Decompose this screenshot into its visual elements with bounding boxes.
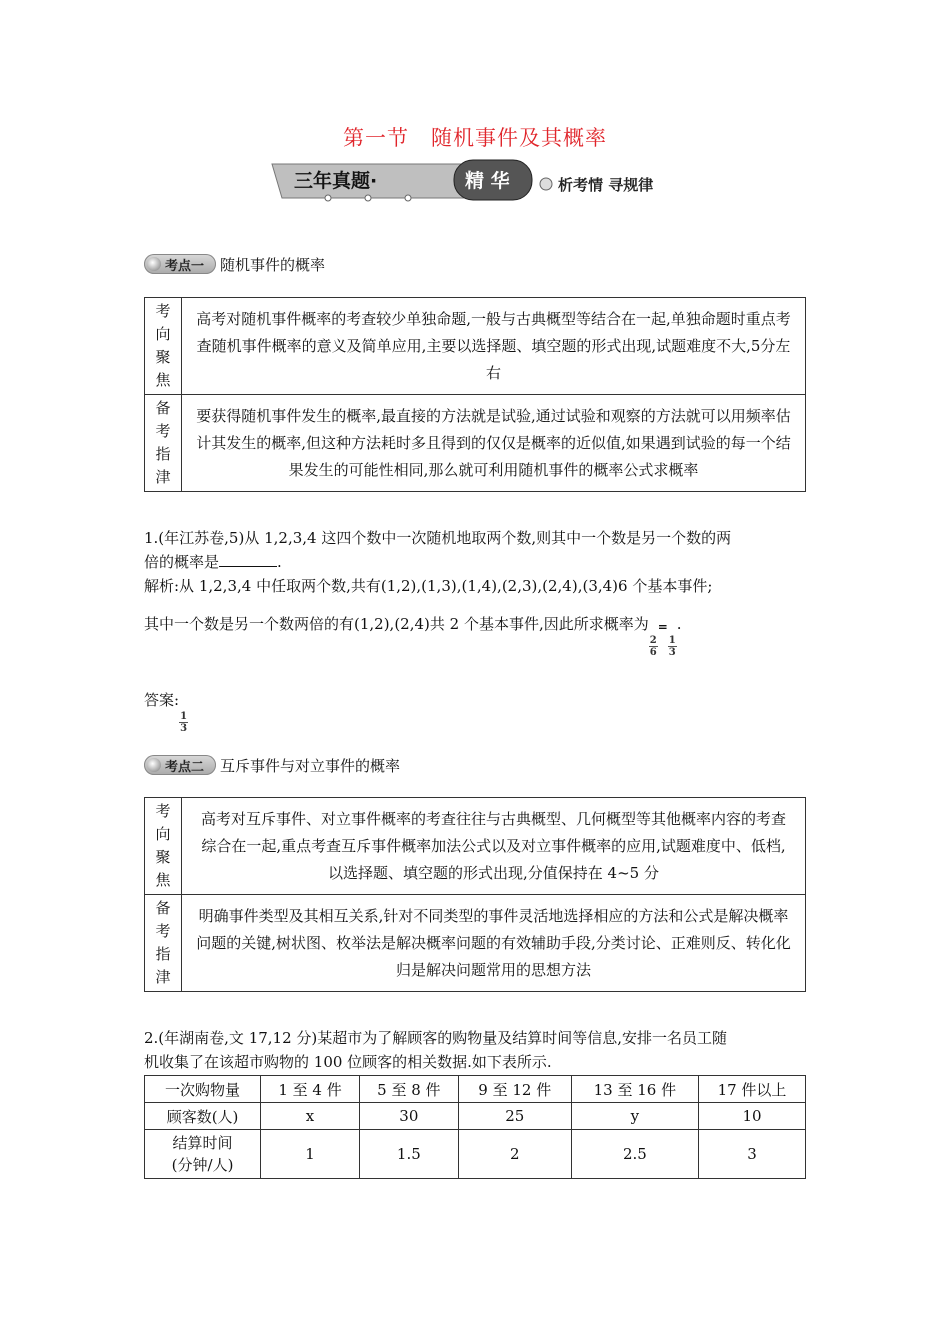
- section2-info-table: [144, 797, 806, 992]
- question-1: [144, 526, 806, 598]
- kaodian-tag: 考点二: [144, 755, 216, 775]
- guide-header: 备 考 指 津: [145, 395, 182, 492]
- section1-info-table: [144, 297, 806, 492]
- answer-blank: [219, 566, 277, 567]
- banner-main: 三年真题·: [294, 170, 378, 192]
- q2-line1: 2.(年湖南卷,文 17,12 分)某超市为了解顾客的购物量及结算时间等信息,安排一名员工随: [144, 1029, 728, 1047]
- guide-text: 要获得随机事件发生的概率,最直接的方法就是试验,通过试验和观察的方法就可以用频率估计其发生的概率,但这种方法耗时多且得到的仅仅是概率的近似值,如果遇到试验的每一个结果发生的可能性相同,那么就可利用随机事件的概率公式求概率: [182, 395, 806, 492]
- q2-line2: 机收集了在该超市购物的 100 位顾客的相关数据.如下表所示.: [144, 1053, 552, 1071]
- focus-text: 高考对互斥事件、对立事件概率的考查往往与古典概型、几何概型等其他概率内容的考查综合在一起,重点考查互斥事件概率加法公式以及对立事件概率的应用,试题难度中、低档,以选择题、填空题的形式出现,分值保持在 4~5 分: [182, 798, 806, 895]
- banner-subtitle: 析考情 寻规律: [558, 176, 654, 194]
- q1-answer: 答案: $\frac{1}{3}$: [144, 691, 188, 734]
- page-title: 第一节 随机事件及其概率: [343, 126, 607, 150]
- bullet-icon: [147, 758, 161, 772]
- section2-heading: [144, 754, 400, 776]
- q1-solution-1: 解析:从 1,2,3,4 中任取两个数,共有(1,2),(1,3),(1,4),(2,3),(2,4),(3,4)6 个基本事件;: [144, 577, 713, 595]
- section-banner: [268, 158, 688, 204]
- section2-label: 互斥事件与对立事件的概率: [220, 756, 401, 775]
- q1-line2: 倍的概率是 .: [144, 553, 282, 571]
- focus-text: 高考对随机事件概率的考查较少单独命题,一般与古典概型等结合在一起,单独命题时重点考查随机事件概率的意义及简单应用,主要以选择题、填空题的形式出现,试题难度不大,5分左右: [182, 298, 806, 395]
- table-row: 一次购物量 1 至 4 件 5 至 8 件 9 至 12 件 13 至 16 件 17 件以上: [145, 1076, 806, 1103]
- section1-label: 随机事件的概率: [220, 255, 326, 274]
- kaodian-tag: 考点一: [144, 254, 216, 274]
- answer-fraction: $\frac{1}{3}$: [180, 711, 188, 734]
- fraction: $\frac{2}{6}$: [649, 635, 657, 658]
- table-row: 顾客数(人) x 30 25 y 10: [145, 1103, 806, 1130]
- section1-heading: [144, 253, 325, 275]
- table-row: 结算时间 (分钟/人) 1 1.5 2 2.5 3: [145, 1130, 806, 1179]
- guide-header: 备 考 指 津: [145, 895, 182, 992]
- bullet-icon: [147, 257, 161, 271]
- focus-header: 考 向 聚 焦: [145, 298, 182, 395]
- fraction: $\frac{1}{3}$: [668, 635, 676, 658]
- q1-line1: 1.(年江苏卷,5)从 1,2,3,4 这四个数中一次随机地取两个数,则其中一个数是另一个数的两: [144, 529, 732, 547]
- banner-seal: 精 华: [465, 170, 510, 192]
- purchase-data-table: [144, 1075, 806, 1179]
- guide-text: 明确事件类型及其相互关系,针对不同类型的事件灵活地选择相应的方法和公式是解决概率问题的关键,树状图、枚举法是解决概率问题的有效辅助手段,分类讨论、正难则反、转化化归是解决问题常用的思想方法: [182, 895, 806, 992]
- focus-header: 考 向 聚 焦: [145, 798, 182, 895]
- q1-solution-2: 其中一个数是另一个数两倍的有(1,2),(2,4)共 2 个基本事件,因此所求概率为 $\frac{2}{6}$ = $\frac{1}{3}$ .: [144, 615, 682, 658]
- question-2: [144, 1026, 806, 1074]
